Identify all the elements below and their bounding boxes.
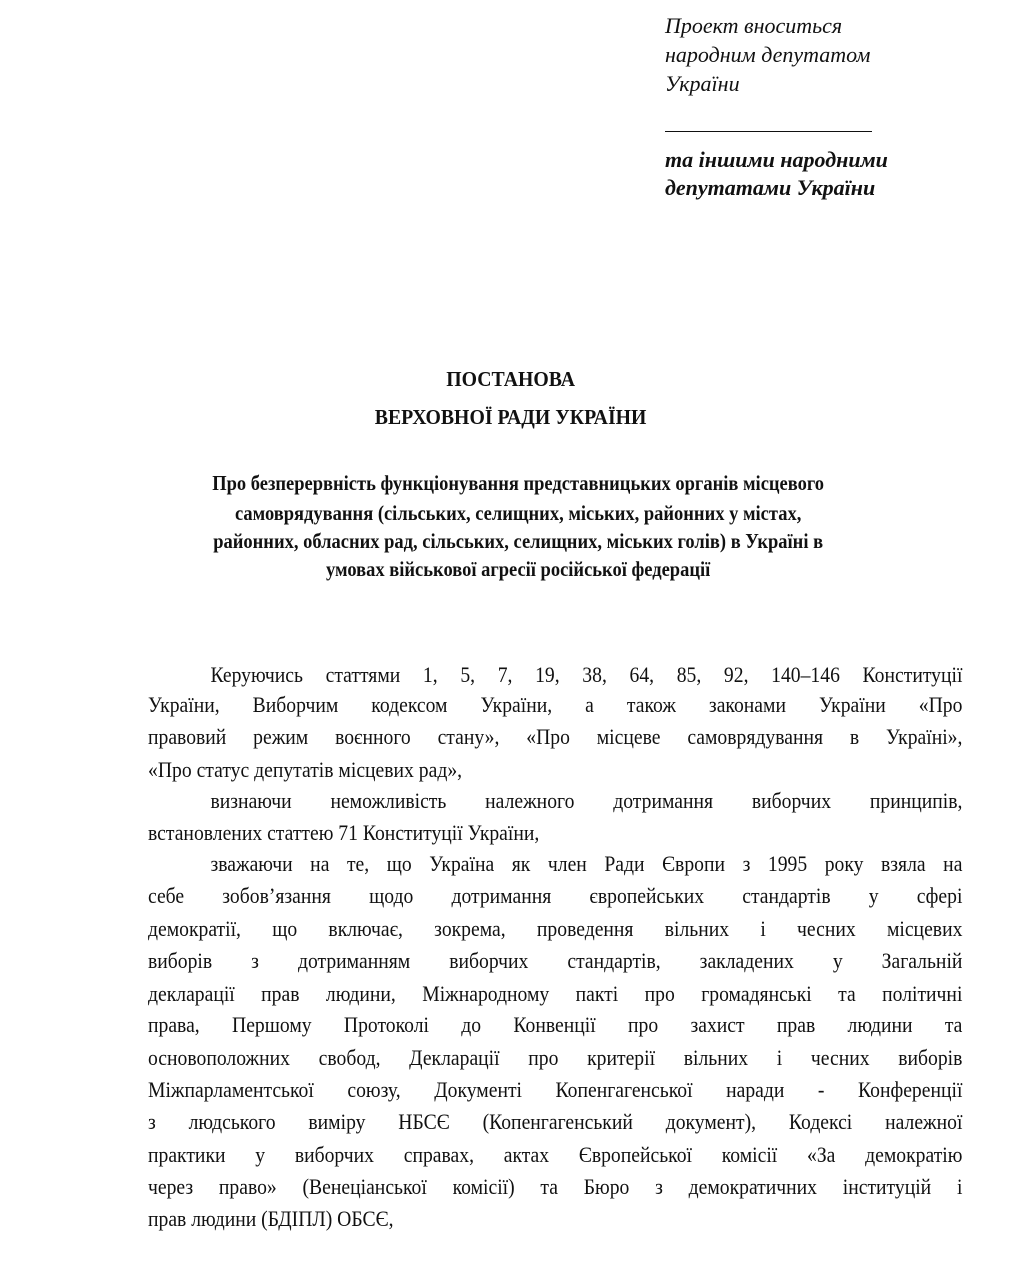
body-line: України, Виборчим кодексом України, а також законами України «Про: [148, 692, 963, 717]
body-line: себе зобов’язання щодо дотримання європейських стандартів у сфері: [148, 883, 963, 908]
body-line: Керуючись статтями 1, 5, 7, 19, 38, 64, 85, 92, 140–146 Конституції: [210, 662, 963, 687]
subject-line: самоврядування (сільських, селищних, міських, районних у містах,: [234, 501, 802, 525]
body-line: визнаючи неможливість належного дотримання виборчих принципів,: [210, 788, 963, 813]
subject-line: Про безперервність функціонування представницьких органів місцевого: [212, 471, 825, 495]
issuing-body-title: ВЕРХОВНОЇ РАДИ УКРАЇНИ: [374, 405, 647, 429]
document-type-title: ПОСТАНОВА: [446, 367, 575, 391]
body-line: правовий режим воєнного стану», «Про місцеве самоврядування в Україні»,: [148, 724, 963, 749]
body-line: встановлених статтею 71 Конституції України,: [148, 820, 540, 845]
co-authors-line: та іншими народними: [665, 147, 888, 172]
subject-line: районних, обласних рад, сільських, селищних, міських голів) в Україні в: [213, 529, 824, 553]
body-line: «Про статус депутатів місцевих рад»,: [148, 757, 463, 782]
body-line: через право» (Венеціанської комісії) та Бюро з демократичних інституцій і: [148, 1174, 963, 1199]
introduced-by-line: України: [665, 71, 740, 96]
co-authors-line: депутатами України: [665, 175, 876, 200]
body-line: з людського виміру НБСЄ (Копенгагенський документ), Кодексі належної: [148, 1109, 963, 1134]
body-line: основоположних свобод, Декларації про критерії вільних і чесних виборів: [148, 1045, 963, 1070]
body-line: практики у виборчих справах, актах Європейської комісії «За демократію: [148, 1142, 963, 1167]
body-line: декларації прав людини, Міжнародному пакті про громадянські та політичні: [148, 981, 963, 1006]
body-line: права, Першому Протоколі до Конвенції про захист прав людини та: [148, 1012, 963, 1037]
signature-line: [665, 131, 872, 132]
body-line: виборів з дотриманням виборчих стандартів, закладених у Загальній: [148, 948, 963, 973]
introduced-by-line: народним депутатом: [665, 42, 871, 67]
introduced-by-line: Проект вноситься: [665, 13, 843, 38]
body-line: Міжпарламентської союзу, Документі Копенгагенської наради - Конференції: [148, 1077, 963, 1102]
body-line: демократії, що включає, зокрема, проведення вільних і чесних місцевих: [148, 916, 963, 941]
subject-line: умовах військової агресії російської федерації: [326, 557, 711, 581]
body-line: зважаючи на те, що Україна як член Ради Європи з 1995 року взяла на: [210, 851, 963, 876]
body-line: прав людини (БДІПЛ) ОБСЄ,: [148, 1206, 394, 1231]
